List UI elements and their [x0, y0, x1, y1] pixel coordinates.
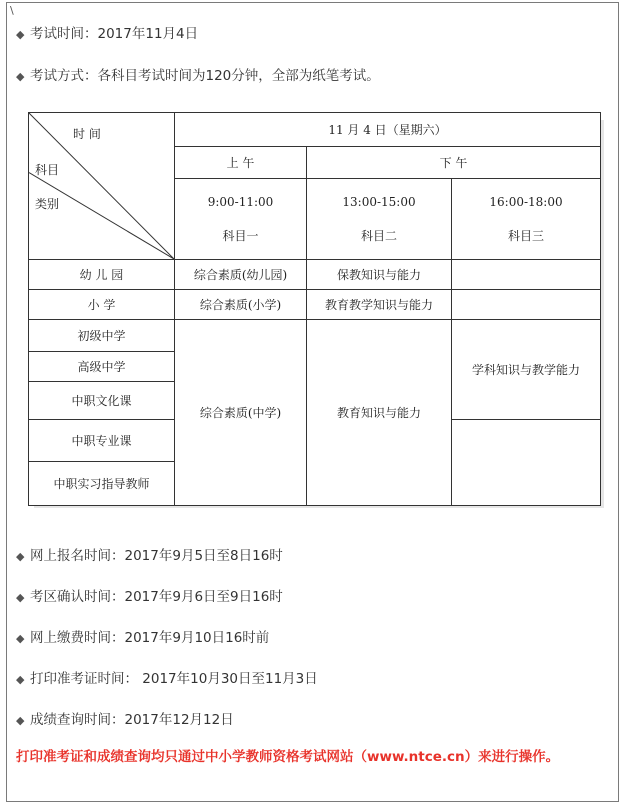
exam-format-text: 考试方式：各科目考试时间为120分钟，全部为纸笔考试。: [30, 68, 380, 84]
slot-1-time: 9:00-11:00: [207, 195, 274, 209]
schedule-line-score-query: [16, 708, 234, 728]
slot-1-subject: 科目一: [222, 229, 259, 243]
exam-time-text: 考试时间：2017年11月4日: [30, 26, 199, 42]
schedule-line-confirmation: [16, 585, 283, 605]
exam-time-line: [16, 22, 198, 42]
slot-2-cell: [307, 179, 452, 260]
table-header-corner: [29, 113, 175, 260]
diamond-bullet-icon: ◆: [16, 70, 25, 83]
diamond-bullet-icon: ◆: [16, 591, 25, 604]
row-label-senior-high: 高级中学: [29, 352, 175, 382]
primary-subject-3: [452, 290, 601, 320]
row-label-junior-middle: 初级中学: [29, 320, 175, 352]
header-morning: 上 午: [175, 147, 307, 179]
header-date: 11 月 4 日（星期六）: [175, 113, 601, 147]
kindergarten-subject-2: 保教知识与能力: [307, 260, 452, 290]
slot-3-cell: [452, 179, 601, 260]
schedule-line-admission-ticket: [16, 667, 318, 687]
vocational-subject-3: [452, 420, 601, 506]
payment-text: 网上缴费时间：2017年9月10日16时前: [30, 630, 270, 646]
exam-format-line: [16, 64, 380, 84]
kindergarten-subject-1: 综合素质(幼儿园): [175, 260, 307, 290]
confirmation-text: 考区确认时间：2017年9月6日至9日16时: [30, 589, 283, 605]
diamond-bullet-icon: ◆: [16, 632, 25, 645]
slot-3-time: 16:00-18:00: [489, 195, 563, 209]
primary-subject-2: 教育教学知识与能力: [307, 290, 452, 320]
header-afternoon: 下 午: [307, 147, 601, 179]
header-category-label: 类别: [35, 197, 60, 211]
header-time-label: 时 间: [73, 127, 101, 141]
admission-ticket-text: 打印准考证时间： 2017年10月30日至11月3日: [30, 671, 318, 687]
exam-schedule-table: [28, 112, 601, 506]
diamond-bullet-icon: ◆: [16, 714, 25, 727]
primary-subject-1: 综合素质(小学): [175, 290, 307, 320]
registration-text: 网上报名时间：2017年9月5日至8日16时: [30, 548, 283, 564]
slot-3-subject: 科目三: [508, 229, 545, 243]
schedule-line-registration: [16, 544, 283, 564]
slot-2-time: 13:00-15:00: [342, 195, 416, 209]
middle-subject-1: 综合素质(中学): [175, 320, 307, 506]
diamond-bullet-icon: ◆: [16, 673, 25, 686]
slot-1-cell: [175, 179, 307, 260]
row-label-primary: 小 学: [29, 290, 175, 320]
slot-2-subject: 科目二: [360, 229, 397, 243]
diamond-bullet-icon: ◆: [16, 550, 25, 563]
row-label-vocational-culture: 中职文化课: [29, 382, 175, 420]
header-subject-label: 科目: [35, 163, 60, 177]
score-query-text: 成绩查询时间：2017年12月12日: [30, 712, 234, 728]
diagonal-lines: [29, 113, 174, 259]
schedule-line-payment: [16, 626, 269, 646]
row-label-vocational-professional: 中职专业课: [29, 420, 175, 462]
corner-mark: \: [10, 4, 14, 17]
middle-subject-2: 教育知识与能力: [307, 320, 452, 506]
diamond-bullet-icon: ◆: [16, 28, 25, 41]
row-label-vocational-practice: 中职实习指导教师: [29, 462, 175, 506]
notice-text: 打印准考证和成绩查询均只通过中小学教师资格考试网站（www.ntce.cn）来进行操作。: [16, 749, 560, 765]
row-label-kindergarten: 幼 儿 园: [29, 260, 175, 290]
middle-subject-3: 学科知识与教学能力: [452, 320, 601, 420]
kindergarten-subject-3: [452, 260, 601, 290]
